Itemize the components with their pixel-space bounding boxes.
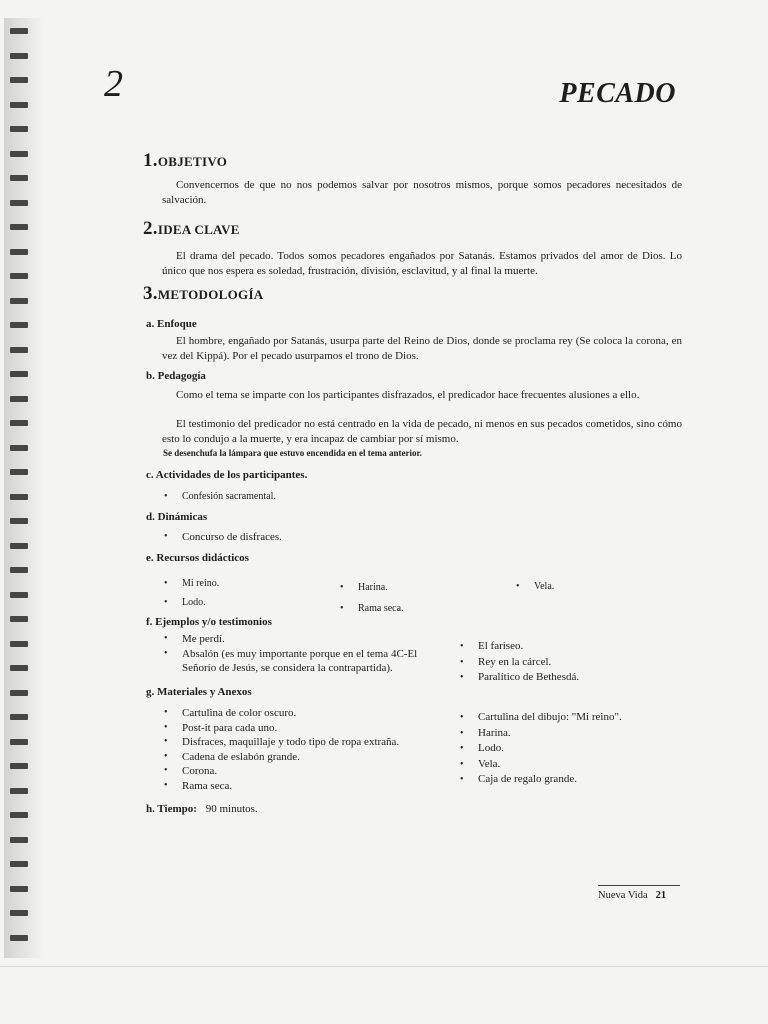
binding-ring [10,126,28,132]
binding-ring [10,592,28,598]
binding-ring [10,53,28,59]
binding-ring [10,714,28,720]
list-item: • Confesión sacramental. [160,490,276,505]
binding-ring [10,690,28,696]
list-item: • Cartulina de color oscuro. [160,706,399,721]
list-item: • Vela. [456,757,622,773]
objetivo-text: Convencernos de que no nos podemos salvar por nosotros mismos, porque somos pecadores necesitados de salvación. [162,179,682,206]
binding-ring [10,665,28,671]
list-item: • Vela. [512,580,554,595]
section-heading-idea-clave: 2.IDEA CLAVE [143,218,240,239]
binding-ring [10,567,28,573]
list-item: • Paralítico de Bethesdá. [456,670,579,686]
binding-ring [10,518,28,524]
binding-ring [10,763,28,769]
pedagogia-text-2: El testimonio del predicador no está centrado en la vida de pecado, ni menos en sus pecados cometidos, sino cómo esto lo condujo a la muerte, y era incapaz de cambiar por sí mismo. [162,418,682,445]
binding-ring [10,396,28,402]
section-heading-metodologia: 3.METODOLOGÍA [143,283,264,304]
binding-ring [10,788,28,794]
binding-ring [10,739,28,745]
list-item: • Rama seca. [160,779,399,794]
binding-ring [10,249,28,255]
binding-ring [10,494,28,500]
binding-ring [10,886,28,892]
list-item: • Mi reino. [160,574,219,593]
subheading-enfoque: a. Enfoque [146,318,197,330]
binding-ring [10,469,28,475]
binding-ring [10,28,28,34]
list-item: • Rey en la cárcel. [456,655,579,671]
ejemplos-list-2 [456,639,579,686]
idea-clave-text: El drama del pecado. Todos somos pecadores engañados por Satanás. Estamos privados del amor de Dios. Lo único que nos espera es soledad, frustración, división, esclavitud, y al final la muerte. [162,250,682,277]
binding-ring [10,935,28,941]
binding-ring [10,322,28,328]
pedagogia-note: Se desenchufa la lámpara que estuvo encendida en el tema anterior. [163,448,422,458]
ejemplos-list-1 [160,632,454,676]
chapter-number: 2 [104,63,123,105]
list-item: • Lodo. [160,593,219,612]
binding-ring [10,298,28,304]
binding-ring [10,812,28,818]
binding-ring [10,371,28,377]
list-item: • Post-it para cada uno. [160,721,399,736]
list-item: • Absalón (es muy importante porque en el tema 4C-El Señorío de Jesús, se considera la contrapartida). [160,647,454,676]
binding-ring [10,224,28,230]
recursos-list-3 [512,580,554,595]
binding-ring [10,273,28,279]
list-item: • Cartulina del dibujo: "Mi reino". [456,710,622,726]
tiempo-line: h. Tiempo: 90 minutos. [146,803,258,815]
footer-rule [598,885,680,886]
page-edge [0,966,768,967]
binding-ring [10,77,28,83]
subheading-pedagogia: b. Pedagogía [146,370,206,382]
binding-ring [10,616,28,622]
binding-ring [10,861,28,867]
dinamicas-list [160,530,282,545]
section-heading-objetivo: 1.OBJETIVO [143,150,228,171]
binding-ring [10,151,28,157]
pedagogia-text-1: Como el tema se imparte con los participantes disfrazados, el predicador hace frecuentes alusiones a ello. [176,389,640,401]
binding-ring [10,641,28,647]
binding-ring [10,445,28,451]
list-item: • Me perdí. [160,632,454,647]
binding-ring [10,837,28,843]
list-item: • Corona. [160,764,399,779]
list-item: • Rama seca. [336,598,404,619]
spiral-binding [4,18,34,958]
recursos-list-2 [336,577,404,619]
list-item: • Concurso de disfraces. [160,530,282,545]
list-item: • El fariseo. [456,639,579,655]
binding-ring [10,910,28,916]
list-item: • Disfraces, maquillaje y todo tipo de ropa extraña. [160,735,399,750]
subheading-ejemplos: f. Ejemplos y/o testimonios [146,616,272,628]
binding-ring [10,200,28,206]
subheading-materiales: g. Materiales y Anexos [146,686,252,698]
subheading-dinamicas: d. Dinámicas [146,511,208,523]
list-item: • Cadena de eslabón grande. [160,750,399,765]
binding-ring [10,420,28,426]
list-item: • Caja de regalo grande. [456,772,622,788]
binding-ring [10,102,28,108]
chapter-title: PECADO [559,78,676,109]
materiales-list-1 [160,706,399,793]
actividades-list [160,490,276,505]
page-number: 21 [655,890,667,901]
list-item: • Lodo. [456,741,622,757]
list-item: • Harina. [456,726,622,742]
subheading-recursos: e. Recursos didácticos [146,552,249,564]
recursos-list-1 [160,574,219,612]
materiales-list-2 [456,710,622,788]
binding-ring [10,543,28,549]
list-item: • Harina. [336,577,404,598]
subheading-actividades: c. Actividades de los participantes. [146,469,308,481]
page-footer: Nueva Vida 21 [598,890,667,901]
enfoque-text: El hombre, engañado por Satanás, usurpa parte del Reino de Dios, donde se proclama rey (Se coloca la corona, en vez del Kippá). Por el pecado usurpamos el trono de Dios. [162,335,682,362]
binding-ring [10,175,28,181]
binding-ring [10,347,28,353]
